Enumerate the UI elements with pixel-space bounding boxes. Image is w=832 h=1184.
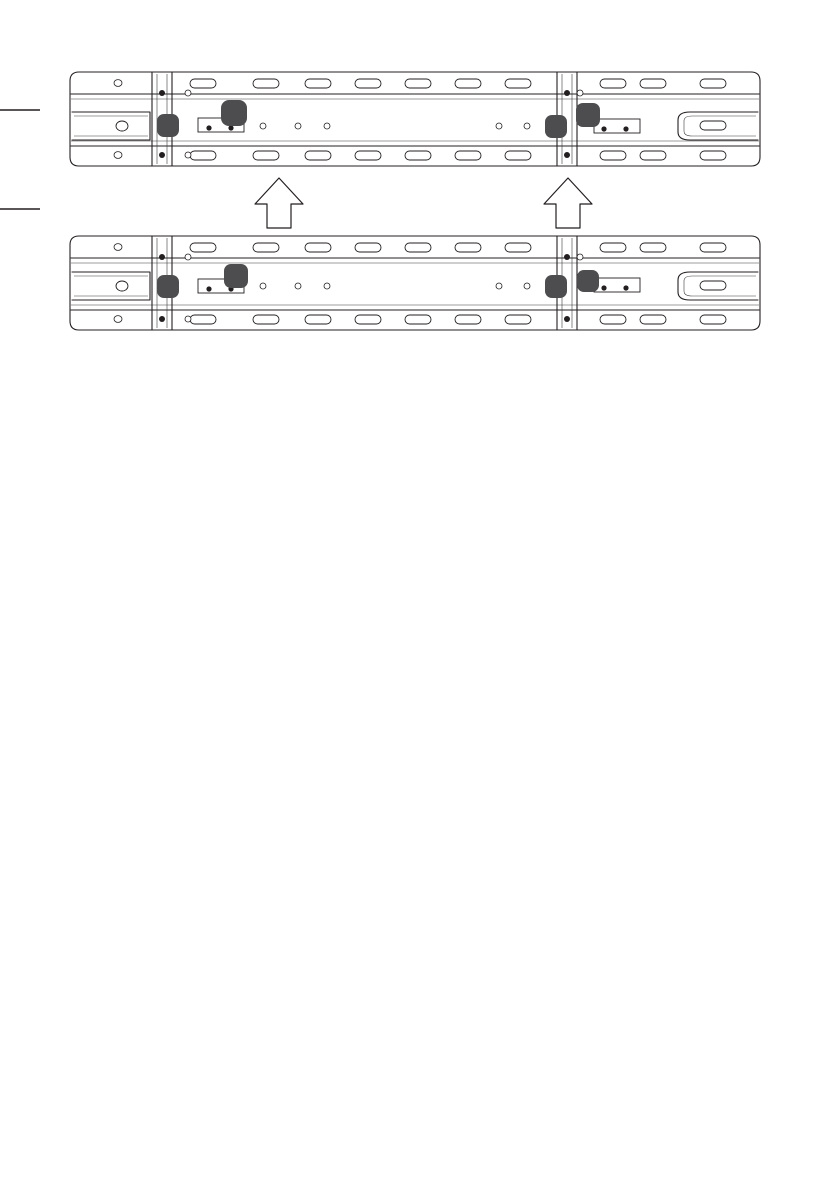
margin-rules	[0, 110, 40, 209]
upper-right-mount-plate	[594, 119, 640, 133]
knob-left-lower	[157, 114, 179, 137]
lower-right-mount-plate	[594, 278, 640, 292]
upper-right-channel-slot	[700, 121, 726, 130]
upper-rail-assembly	[70, 72, 760, 166]
knob-right-upper	[577, 270, 599, 292]
knob-left-upper	[224, 264, 248, 288]
knob-right-lower	[545, 115, 567, 138]
knob-left-lower	[157, 275, 179, 298]
insertion-arrows	[255, 178, 592, 228]
knob-right-upper	[576, 103, 600, 127]
insertion-arrow-left	[255, 178, 303, 228]
lower-right-channel-slot	[700, 281, 726, 290]
insertion-arrow-right	[544, 178, 592, 228]
lower-rail-assembly	[70, 236, 760, 330]
knob-right-lower	[545, 275, 567, 298]
knob-left-upper	[221, 100, 247, 126]
upper-left-channel-hole	[116, 121, 128, 131]
lower-left-channel-hole	[116, 281, 128, 291]
